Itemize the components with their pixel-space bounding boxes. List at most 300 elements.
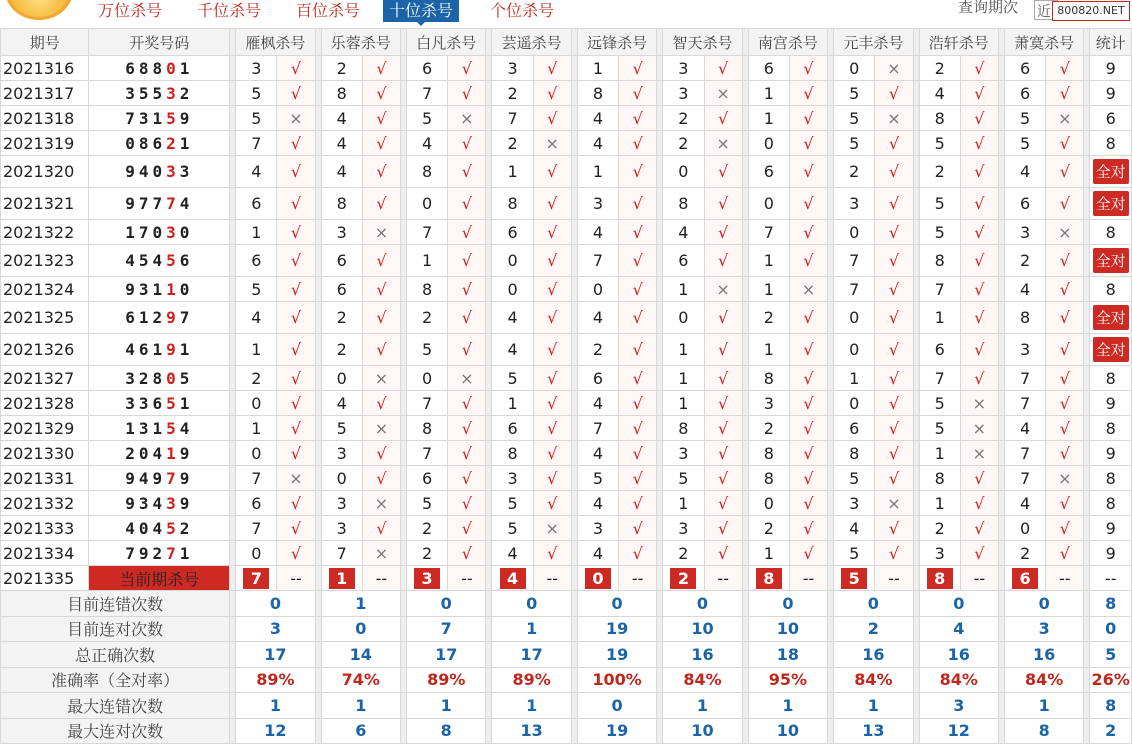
result-mark-cell <box>277 81 315 106</box>
draw-digit: 4 <box>179 418 194 438</box>
draw-number-cell <box>89 491 230 516</box>
result-mark-cell <box>619 441 657 466</box>
kill-number-cell: 0 <box>748 188 789 220</box>
summary-value: 1 <box>236 693 315 719</box>
kill-number-cell: 1 <box>748 334 789 366</box>
result-mark-cell <box>533 56 571 81</box>
all-right-badge: 全对 <box>1093 191 1129 216</box>
result-mark-cell <box>619 220 657 245</box>
check-icon: √ <box>1059 543 1070 563</box>
draw-digit: 7 <box>166 468 180 488</box>
summary-value: 3 <box>236 616 315 642</box>
result-mark-cell <box>704 366 742 391</box>
header-expert[interactable]: 萧寞杀号 <box>1004 29 1083 56</box>
cross-icon: × <box>374 222 389 242</box>
check-icon: √ <box>461 518 472 538</box>
check-icon: √ <box>547 83 558 103</box>
check-icon: √ <box>461 162 472 181</box>
draw-number-cell <box>89 220 230 245</box>
kill-number-cell: 7 <box>407 220 448 245</box>
summary-value: 3 <box>919 693 998 719</box>
kill-number-cell: 8 <box>577 81 618 106</box>
check-icon: √ <box>888 83 900 103</box>
check-icon: √ <box>1059 393 1070 413</box>
check-icon: √ <box>376 518 387 538</box>
summary-value: 12 <box>236 718 315 744</box>
cross-icon: × <box>374 368 389 388</box>
check-icon: √ <box>974 543 985 563</box>
draw-digit: 9 <box>179 468 194 488</box>
kill-number-cell: 0 <box>321 466 362 491</box>
site-watermark: 800820.NET <box>1052 1 1130 21</box>
check-icon: √ <box>718 368 729 388</box>
check-icon: √ <box>547 443 558 463</box>
check-icon: √ <box>632 518 643 538</box>
result-mark-cell <box>704 516 742 541</box>
stat-cell: 8 <box>1090 366 1132 391</box>
check-icon: √ <box>974 83 985 103</box>
check-icon: √ <box>718 468 729 488</box>
result-mark-cell <box>533 366 571 391</box>
cross-icon: × <box>460 368 474 388</box>
result-mark-cell <box>362 516 400 541</box>
tab-5[interactable]: 个位杀号 <box>490 1 555 20</box>
result-mark-cell <box>960 334 998 366</box>
result-mark-cell <box>533 131 571 156</box>
check-icon: √ <box>632 222 643 242</box>
summary-value: 84% <box>1004 667 1083 693</box>
result-mark-cell <box>960 541 998 566</box>
result-mark-cell <box>448 245 486 277</box>
kill-number-cell: 7 <box>236 516 277 541</box>
kill-number-cell: 2 <box>492 81 533 106</box>
cross-icon: × <box>972 418 987 438</box>
issue-cell: 2021325 <box>1 302 89 334</box>
current-kill-cell <box>236 566 277 591</box>
kill-number-cell: 2 <box>748 416 789 441</box>
kill-number-cell: 8 <box>919 106 960 131</box>
draw-number-cell <box>89 277 230 302</box>
kill-number-cell: 6 <box>748 156 789 188</box>
check-icon: √ <box>461 133 472 153</box>
check-icon: √ <box>290 493 302 513</box>
result-mark-cell <box>704 56 742 81</box>
draw-digit: 9 <box>125 279 139 299</box>
check-icon: √ <box>888 194 900 213</box>
result-mark-cell <box>960 188 998 220</box>
draw-digit: 0 <box>179 222 194 242</box>
issue-cell: 2021333 <box>1 516 89 541</box>
kill-number-cell: 5 <box>834 466 875 491</box>
cross-icon: × <box>374 493 389 513</box>
draw-digit: 1 <box>179 543 194 563</box>
draw-digit: 9 <box>125 194 139 213</box>
kill-number-cell: 5 <box>236 277 277 302</box>
summary-value: 10 <box>663 616 742 642</box>
summary-value: 0 <box>321 616 400 642</box>
check-icon: √ <box>547 194 558 213</box>
summary-stat-value: 0 <box>1090 616 1132 642</box>
kill-number-cell: 0 <box>407 366 448 391</box>
header-expert[interactable]: 元丰杀号 <box>834 29 913 56</box>
summary-row <box>1 693 1132 719</box>
result-mark-cell <box>875 81 913 106</box>
check-icon: √ <box>974 468 985 488</box>
stat-cell: 8 <box>1090 220 1132 245</box>
result-mark-cell <box>448 156 486 188</box>
result-mark-cell <box>448 277 486 302</box>
summary-value: 6 <box>321 718 400 744</box>
result-mark-cell <box>362 156 400 188</box>
kill-number-cell: 5 <box>407 106 448 131</box>
draw-digit: 3 <box>138 418 153 438</box>
summary-value: 8 <box>1004 718 1083 744</box>
draw-digit: 3 <box>166 222 180 242</box>
pending-cell: -- <box>789 566 827 591</box>
check-icon: √ <box>888 222 900 242</box>
stat-cell: -- <box>1090 566 1132 591</box>
kill-number-cell: 6 <box>321 245 362 277</box>
kill-number-cell: 8 <box>321 81 362 106</box>
header-expert[interactable]: 远锋杀号 <box>577 29 656 56</box>
check-icon: √ <box>1059 443 1070 463</box>
kill-number-cell: 4 <box>321 106 362 131</box>
kill-number-cell: 4 <box>1004 277 1045 302</box>
issue-cell: 2021326 <box>1 334 89 366</box>
header-expert[interactable]: 智天杀号 <box>663 29 742 56</box>
tab-2[interactable]: 千位杀号 <box>197 1 262 20</box>
check-icon: √ <box>547 368 558 388</box>
current-kill-number: 0 <box>585 568 611 589</box>
header-expert[interactable]: 白凡杀号 <box>407 29 486 56</box>
result-mark-cell <box>875 220 913 245</box>
check-icon: √ <box>1059 83 1070 103</box>
result-mark-cell <box>875 334 913 366</box>
draw-digit: 7 <box>179 308 194 327</box>
draw-digit: 0 <box>125 133 139 153</box>
header-expert[interactable]: 芸遥杀号 <box>492 29 571 56</box>
issue-cell: 2021329 <box>1 416 89 441</box>
check-icon: √ <box>888 418 900 438</box>
result-mark-cell <box>960 416 998 441</box>
summary-value: 16 <box>663 642 742 668</box>
header-expert[interactable]: 雁枫杀号 <box>236 29 315 56</box>
current-kill-number: 7 <box>243 568 269 589</box>
draw-number-cell <box>89 541 230 566</box>
table-row <box>1 516 1132 541</box>
result-mark-cell <box>277 491 315 516</box>
kill-number-cell: 8 <box>748 366 789 391</box>
kill-number-cell: 4 <box>577 131 618 156</box>
draw-number-cell <box>89 81 230 106</box>
result-mark-cell <box>277 366 315 391</box>
summary-value: 89% <box>407 667 486 693</box>
table-row <box>1 391 1132 416</box>
draw-number-cell <box>89 466 230 491</box>
kill-number-cell: 7 <box>1004 466 1045 491</box>
kill-number-cell: 7 <box>748 220 789 245</box>
kill-number-cell: 2 <box>663 106 704 131</box>
check-icon: √ <box>632 393 643 413</box>
check-icon: √ <box>632 308 643 327</box>
check-icon: √ <box>1059 340 1070 359</box>
kill-number-cell: 2 <box>321 334 362 366</box>
kill-number-cell: 4 <box>1004 416 1045 441</box>
check-icon: √ <box>888 340 900 359</box>
check-icon: √ <box>547 543 558 563</box>
cross-icon: × <box>374 543 389 563</box>
summary-stat-value: 26% <box>1090 667 1132 693</box>
check-icon: √ <box>974 308 985 327</box>
kill-number-cell: 3 <box>492 466 533 491</box>
issue-cell: 2021330 <box>1 441 89 466</box>
header-expert[interactable]: 南宫杀号 <box>748 29 827 56</box>
draw-number-cell <box>89 334 230 366</box>
tab-1[interactable]: 万位杀号 <box>98 1 163 20</box>
check-icon: √ <box>632 251 643 270</box>
check-icon: √ <box>803 493 814 513</box>
summary-value: 0 <box>919 591 998 617</box>
header-draw: 开奖号码 <box>89 29 230 56</box>
kill-number-cell: 0 <box>492 277 533 302</box>
table-row <box>1 541 1132 566</box>
kill-number-cell: 0 <box>236 541 277 566</box>
result-mark-cell <box>448 416 486 441</box>
check-icon: √ <box>888 162 900 181</box>
kill-number-cell: 4 <box>577 491 618 516</box>
result-mark-cell <box>704 156 742 188</box>
table-row <box>1 131 1132 156</box>
cross-icon: × <box>545 518 559 538</box>
check-icon: √ <box>803 393 814 413</box>
stat-cell: 6 <box>1090 106 1132 131</box>
summary-value: 10 <box>748 616 827 642</box>
kill-number-cell: 1 <box>748 541 789 566</box>
summary-value: 10 <box>663 718 742 744</box>
kill-number-cell: 1 <box>407 245 448 277</box>
check-icon: √ <box>803 162 814 181</box>
kill-number-cell: 0 <box>834 391 875 416</box>
draw-digit: 3 <box>125 83 139 103</box>
result-mark-cell <box>875 466 913 491</box>
issue-cell: 2021331 <box>1 466 89 491</box>
result-mark-cell <box>789 131 827 156</box>
result-mark-cell <box>704 302 742 334</box>
result-mark-cell <box>789 541 827 566</box>
summary-value: 17 <box>236 642 315 668</box>
check-icon: √ <box>718 162 729 181</box>
kill-number-cell: 8 <box>919 466 960 491</box>
result-mark-cell <box>789 416 827 441</box>
result-mark-cell <box>362 106 400 131</box>
check-icon: √ <box>718 194 729 213</box>
summary-value: 16 <box>919 642 998 668</box>
pending-cell: -- <box>875 566 913 591</box>
draw-digit: 7 <box>138 194 153 213</box>
kill-number-cell: 6 <box>1004 56 1045 81</box>
summary-value: 4 <box>919 616 998 642</box>
summary-value: 8 <box>407 718 486 744</box>
check-icon: √ <box>888 251 900 270</box>
result-mark-cell <box>875 188 913 220</box>
result-mark-cell <box>875 56 913 81</box>
result-mark-cell <box>362 302 400 334</box>
pending-cell: -- <box>619 566 657 591</box>
result-mark-cell <box>960 491 998 516</box>
current-kill-cell <box>1004 566 1045 591</box>
summary-stat-value: 5 <box>1090 642 1132 668</box>
check-icon: √ <box>376 133 387 153</box>
result-mark-cell <box>875 302 913 334</box>
kill-number-cell: 4 <box>236 156 277 188</box>
draw-digit: 4 <box>125 340 139 359</box>
kill-number-cell: 1 <box>748 106 789 131</box>
summary-value: 2 <box>834 616 913 642</box>
check-icon: √ <box>376 468 387 488</box>
result-mark-cell <box>277 220 315 245</box>
draw-digit: 9 <box>125 468 139 488</box>
check-icon: √ <box>888 543 900 563</box>
draw-digit: 1 <box>179 393 194 413</box>
pending-cell: -- <box>960 566 998 591</box>
kill-number-cell: 6 <box>236 188 277 220</box>
all-right-badge: 全对 <box>1093 305 1129 330</box>
summary-value: 89% <box>492 667 571 693</box>
kill-number-cell: 0 <box>834 302 875 334</box>
kill-number-cell: 5 <box>919 416 960 441</box>
kill-number-cell: 8 <box>1004 302 1045 334</box>
check-icon: √ <box>290 83 302 103</box>
query-select[interactable]: 近 <box>1034 0 1058 20</box>
check-icon: √ <box>1059 251 1070 270</box>
kill-number-cell: 7 <box>1004 366 1045 391</box>
draw-digit: 2 <box>152 308 167 327</box>
header-expert[interactable]: 乐蓉杀号 <box>321 29 400 56</box>
kill-number-cell: 2 <box>663 131 704 156</box>
tab-4[interactable]: 十位杀号 <box>383 0 459 22</box>
result-mark-cell <box>1046 416 1084 441</box>
check-icon: √ <box>803 194 814 213</box>
result-mark-cell <box>448 391 486 416</box>
result-mark-cell <box>875 541 913 566</box>
result-mark-cell <box>619 131 657 156</box>
draw-digit: 3 <box>138 493 153 513</box>
summary-value: 0 <box>236 591 315 617</box>
kill-number-cell: 8 <box>407 156 448 188</box>
stat-cell <box>1090 245 1132 277</box>
kill-number-cell: 4 <box>919 81 960 106</box>
summary-label: 总正确次数 <box>1 642 230 668</box>
kill-number-cell: 2 <box>748 302 789 334</box>
check-icon: √ <box>803 222 814 242</box>
draw-digit: 5 <box>138 83 153 103</box>
draw-digit: 3 <box>125 393 139 413</box>
draw-digit: 1 <box>179 340 194 359</box>
result-mark-cell <box>533 81 571 106</box>
check-icon: √ <box>888 279 900 299</box>
result-mark-cell <box>875 391 913 416</box>
summary-stat-value: 8 <box>1090 591 1132 617</box>
result-mark-cell <box>1046 131 1084 156</box>
kill-number-cell: 6 <box>492 416 533 441</box>
draw-digit: 4 <box>152 251 167 270</box>
result-mark-cell <box>704 131 742 156</box>
kill-number-cell: 4 <box>577 541 618 566</box>
pending-cell: -- <box>362 566 400 591</box>
kill-number-cell: 7 <box>407 391 448 416</box>
kill-number-cell: 1 <box>492 156 533 188</box>
summary-value: 0 <box>834 591 913 617</box>
summary-value: 17 <box>492 642 571 668</box>
draw-digit: 1 <box>152 279 167 299</box>
result-mark-cell <box>619 302 657 334</box>
issue-cell: 2021328 <box>1 391 89 416</box>
check-icon: √ <box>888 393 900 413</box>
summary-stat-value: 2 <box>1090 718 1132 744</box>
kill-number-cell: 1 <box>236 220 277 245</box>
table-row <box>1 220 1132 245</box>
check-icon: √ <box>376 443 387 463</box>
kill-number-cell: 8 <box>748 441 789 466</box>
kill-number-cell: 1 <box>748 81 789 106</box>
kill-number-cell: 1 <box>663 366 704 391</box>
kill-number-cell: 6 <box>1004 81 1045 106</box>
summary-row <box>1 616 1132 642</box>
header-expert[interactable]: 浩轩杀号 <box>919 29 998 56</box>
result-mark-cell <box>619 334 657 366</box>
kill-number-cell: 4 <box>663 220 704 245</box>
check-icon: √ <box>1059 368 1070 388</box>
result-mark-cell <box>1046 302 1084 334</box>
tab-3[interactable]: 百位杀号 <box>296 1 361 20</box>
draw-digit: 8 <box>138 133 153 153</box>
check-icon: √ <box>290 162 302 181</box>
check-icon: √ <box>290 340 302 359</box>
stat-cell: 8 <box>1090 131 1132 156</box>
check-icon: √ <box>547 418 558 438</box>
check-icon: √ <box>376 83 387 103</box>
check-icon: √ <box>888 443 900 463</box>
draw-digit: 9 <box>166 340 180 359</box>
kill-number-cell: 3 <box>663 56 704 81</box>
draw-number-cell <box>89 106 230 131</box>
check-icon: √ <box>718 393 729 413</box>
stat-cell: 9 <box>1090 391 1132 416</box>
summary-label: 最大连对次数 <box>1 718 230 744</box>
issue-cell: 2021322 <box>1 220 89 245</box>
draw-digit: 5 <box>152 83 167 103</box>
check-icon: √ <box>1059 194 1070 213</box>
check-icon: √ <box>290 194 302 213</box>
pending-cell: -- <box>277 566 315 591</box>
result-mark-cell <box>448 131 486 156</box>
kill-number-cell: 1 <box>748 245 789 277</box>
kill-number-cell: 6 <box>407 466 448 491</box>
check-icon: √ <box>1059 279 1070 299</box>
check-icon: √ <box>290 443 302 463</box>
kill-number-cell: 5 <box>492 366 533 391</box>
draw-digit: 9 <box>179 443 194 463</box>
kill-number-cell: 1 <box>663 491 704 516</box>
kill-number-cell: 7 <box>834 245 875 277</box>
current-kill-number: 6 <box>1012 568 1038 589</box>
cross-icon: × <box>545 133 559 153</box>
check-icon: √ <box>803 340 814 359</box>
kill-number-cell: 1 <box>748 277 789 302</box>
draw-digit: 0 <box>166 368 180 388</box>
result-mark-cell <box>448 56 486 81</box>
result-mark-cell <box>875 106 913 131</box>
